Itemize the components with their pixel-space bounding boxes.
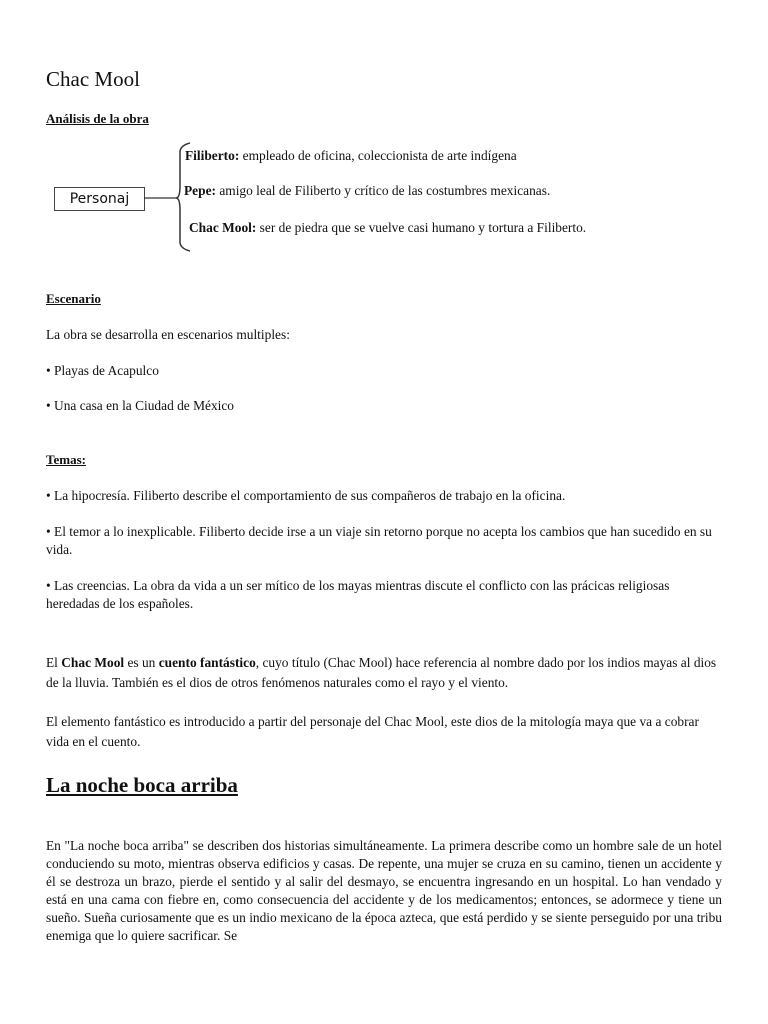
character-name: Chac Mool:	[189, 220, 257, 235]
brace-connector	[140, 136, 190, 258]
character-name: Filiberto:	[185, 148, 240, 163]
escenario-intro: La obra se desarrolla en escenarios multiples:	[46, 327, 290, 342]
summary-paragraph: El Chac Mool es un cuento fantástico, cuyo título (Chac Mool) hace referencia al nombre dado por los indios mayas al dios de la lluvia. También es el dios de otros fenómenos naturales como el rayo y el viento.	[46, 655, 717, 690]
page-title: Chac Mool	[46, 67, 140, 91]
tema-item: • La hipocresía. Filiberto describe el comportamiento de sus compañeros de trabajo en la oficina.	[46, 488, 566, 503]
character-desc: amigo leal de Filiberto y crítico de las costumbres mexicanas.	[215, 183, 551, 198]
tema-item: • El temor a lo inexplicable. Filiberto decide irse a un viaje sin retorno porque no acepta los cambios que han sucedido en su vida.	[46, 524, 712, 557]
character-name: Pepe:	[184, 183, 216, 198]
escenario-heading: Escenario	[46, 291, 101, 306]
temas-heading: Temas:	[46, 452, 86, 467]
character-chac-mool	[189, 219, 586, 237]
character-desc: ser de piedra que se vuelve casi humano y tortura a Filiberto.	[256, 220, 587, 235]
character-desc: empleado de oficina, coleccionista de arte indígena	[239, 148, 517, 163]
character-pepe	[184, 182, 550, 200]
escenario-item: • Playas de Acapulco	[46, 363, 159, 378]
escenario-item: • Una casa en la Ciudad de México	[46, 398, 234, 413]
section-body: En "La noche boca arriba" se describen dos historias simultáneamente. La primera describe como un hombre sale de un hotel conduciendo su moto, mientras observa edificios y casas. De repente, una mujer se cruza en su camino, tienen un accidente y él se destroza un brazo, pierde el sentido y al salir del desmayo, se encuentra ingresando en un hospital. Lo han vendado y está en una cama con fiebre en, como consecuencia del accidente y de los medicamentos; entonces, se adormece y tiene un sueño. Sueña curiosamente que es un indio mexicano de la época azteca, que está perdido y se siente perseguido por una tribu enemiga que lo quiere sacrificar. Se	[46, 838, 722, 943]
summary-paragraph: El elemento fantástico es introducido a partir del personaje del Chac Mool, este dios de la mitología maya que va a cobrar vida en el cuento.	[46, 714, 699, 749]
analysis-heading: Análisis de la obra	[46, 111, 149, 126]
character-filiberto	[185, 147, 517, 165]
tema-item: • Las creencias. La obra da vida a un ser mítico de los mayas mientras discute el conflicto con las prácicas religiosas heredadas de los españoles.	[46, 578, 670, 611]
character-box: Personaj	[54, 187, 145, 211]
section-title: La noche boca arriba	[46, 773, 238, 797]
